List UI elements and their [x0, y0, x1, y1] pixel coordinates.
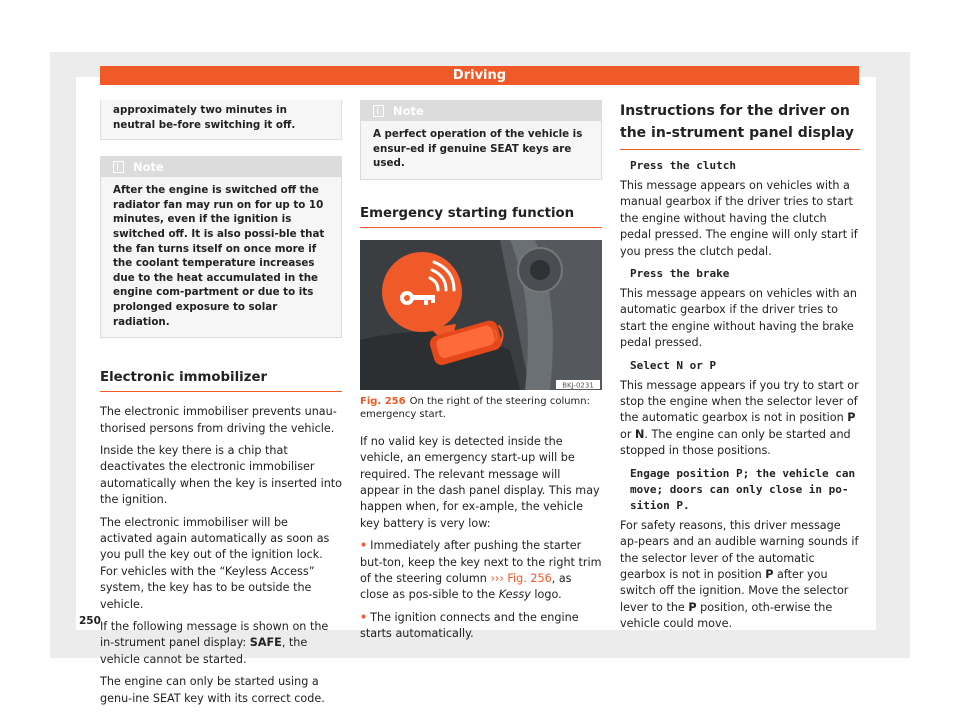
paragraph: The electronic immobiliser prevents unau-thorised persons from driving the vehicle. [100, 405, 337, 435]
paragraph: This message appears on vehicles with an automatic gearbox if the driver tries to start the engine without having the brake pedal pressed. [620, 287, 857, 350]
page-number: 250 [79, 615, 101, 627]
bullet-icon: • [360, 610, 368, 624]
gear-p: P [847, 411, 856, 425]
paragraph: The electronic immobiliser will be activated again automatically as soon as you pull the key out of the ignition lock. For vehicles with the “Keyless Access” system, the key has to be outside the vehicle. [100, 515, 330, 611]
text: after you switch off the ignition. Move the selector lever to the [620, 567, 849, 614]
note-box [360, 100, 602, 180]
note-title: Note [133, 160, 164, 175]
display-message: Engage position P; the vehicle can move; doors can only close in po-sition P. [630, 466, 856, 512]
kessy-text: Kessy [498, 588, 531, 602]
display-message: Press the brake [630, 267, 730, 281]
text: position, oth-erwise the vehicle could move. [620, 600, 833, 631]
info-icon [373, 105, 384, 117]
gear-p: P [765, 567, 774, 581]
column-1 [100, 100, 342, 713]
text: This message appears if you try to start or stop the engine when the selector lever of the automatic gearbox is not in position [620, 378, 859, 425]
figure-caption [360, 395, 602, 422]
paragraph: The engine can only be started using a genu-ine SEAT key with its correct code. [100, 675, 325, 705]
text: If the following message is shown on the in-strument panel display: [100, 620, 329, 650]
section-header: Driving [100, 66, 859, 85]
text: . The engine can only be started and stopped in those positions. [620, 427, 851, 458]
text: For safety reasons, this driver message ap-pears and an audible warning sounds if the selector lever of the automatic gearbox is not in position [620, 518, 859, 581]
list-item [360, 538, 602, 604]
display-message: Press the clutch [630, 159, 736, 172]
section-heading: Instructions for the driver on the in-strument panel display [620, 100, 860, 150]
paragraph [100, 619, 342, 668]
figure-link[interactable]: ››› Fig. 256 [490, 572, 552, 586]
text: , the vehicle cannot be started. [100, 636, 308, 666]
text: or [620, 427, 636, 441]
warning-continuation: approximately two minutes in neutral be-fore switching it off. [100, 100, 342, 140]
note-text: After the engine is switched off the radiator fan may run on for up to 10 minutes, even if the ignition is switched off. It is also possi-ble that the fan turns itself on once more if the coolant temperature increases due to the heat accumulated in the engine com-partment or due to its prolonged exposure to solar radiation. [113, 184, 325, 328]
paragraph: This message appears on vehicles with a manual gearbox if the driver tries to start the engine without having the clutch pedal pressed. The engine will only start if you press the clutch pedal. [620, 179, 858, 258]
gear-p: P [688, 600, 697, 614]
paragraph: Inside the key there is a chip that deactivates the electronic immobiliser automatically when the key is inserted into the ignition. [100, 443, 343, 507]
text: , as close as pos-sible to the [360, 572, 572, 602]
figure-code: BKJ-0231 [562, 381, 594, 390]
note-header [101, 157, 341, 177]
text: Immediately after pushing the starter but-ton, keep the key next to the right trim of the steering column [360, 539, 602, 586]
paragraph [620, 378, 860, 460]
section-heading: Electronic immobilizer [100, 370, 342, 392]
caption-text: On the right of the steering column: emergency start. [360, 395, 591, 421]
info-icon [113, 161, 124, 173]
figure-label: Fig. 256 [360, 395, 406, 407]
safe-message: SAFE [249, 636, 282, 650]
column-3 [620, 100, 860, 639]
note-title: Note [393, 104, 424, 118]
note-header [361, 101, 601, 121]
column-2 [360, 100, 602, 649]
text: logo. [530, 588, 562, 602]
text: The ignition connects and the engine starts automatically. [360, 610, 579, 641]
bullet-icon: • [360, 539, 368, 553]
note-text: A perfect operation of the vehicle is ensur-ed if genuine SEAT keys are used. [373, 128, 583, 170]
note-box [100, 156, 342, 338]
figure-emergency-start [360, 240, 602, 390]
section-heading: Emergency starting function [360, 206, 602, 228]
paragraph [620, 518, 860, 633]
display-message: Select N or P [630, 358, 717, 372]
emergency-start-illustration [360, 240, 602, 390]
paragraph: If no valid key is detected inside the vehicle, an emergency start-up will be required. The relevant message will appear in the dash panel display. This may happen when, for ex-ample, the vehicle key battery is very low: [360, 434, 600, 530]
gear-n: N [635, 427, 645, 441]
list-item [360, 610, 602, 643]
